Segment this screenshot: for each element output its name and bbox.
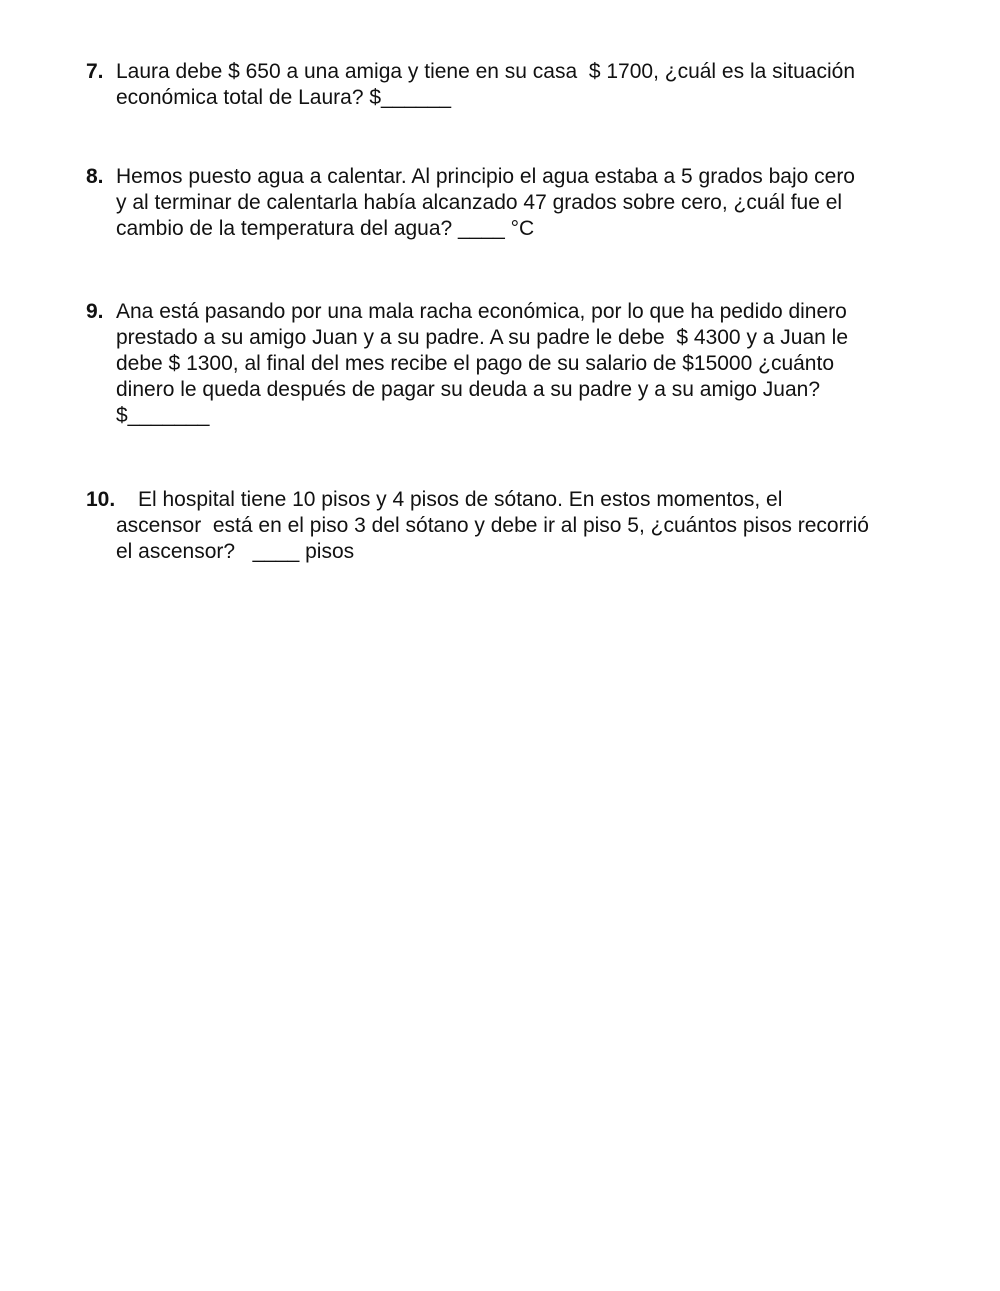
problem-line: cambio de la temperatura del agua? ____ °C	[116, 217, 535, 240]
problem-line: prestado a su amigo Juan y a su padre. A su padre le debe $ 4300 y a Juan le	[116, 326, 849, 349]
problem-number: 10.	[86, 488, 116, 511]
problem-line: Ana está pasando por una mala racha económica, por lo que ha pedido dinero	[116, 300, 847, 323]
problem-line: económica total de Laura? $______	[116, 86, 452, 109]
problem-text	[116, 59, 966, 111]
problem-text	[116, 299, 966, 429]
problem-line: el ascensor? ____ pisos	[116, 540, 355, 563]
problem-line: El hospital tiene 10 pisos y 4 pisos de sótano. En estos momentos, el	[138, 488, 783, 511]
problem-line: dinero le queda después de pagar su deuda a su padre y a su amigo Juan?	[116, 378, 821, 401]
problem-10	[86, 487, 966, 565]
problem-line: Laura debe $ 650 a una amiga y tiene en su casa $ 1700, ¿cuál es la situación	[116, 60, 855, 83]
problem-line: debe $ 1300, al final del mes recibe el pago de su salario de $15000 ¿cuánto	[116, 352, 834, 375]
problem-number: 9.	[86, 300, 104, 323]
problem-text	[116, 164, 966, 242]
problem-number: 8.	[86, 165, 104, 188]
problem-line: ascensor está en el piso 3 del sótano y debe ir al piso 5, ¿cuántos pisos recorrió	[116, 514, 869, 537]
problem-7	[86, 59, 966, 111]
problem-line: Hemos puesto agua a calentar. Al principio el agua estaba a 5 grados bajo cero	[116, 165, 855, 188]
problem-9	[86, 299, 966, 429]
problem-line: y al terminar de calentarla había alcanzado 47 grados sobre cero, ¿cuál fue el	[116, 191, 843, 214]
problem-number: 7.	[86, 60, 104, 83]
problem-8	[86, 164, 966, 242]
problem-text	[116, 487, 966, 565]
problem-line: $_______	[116, 404, 210, 427]
